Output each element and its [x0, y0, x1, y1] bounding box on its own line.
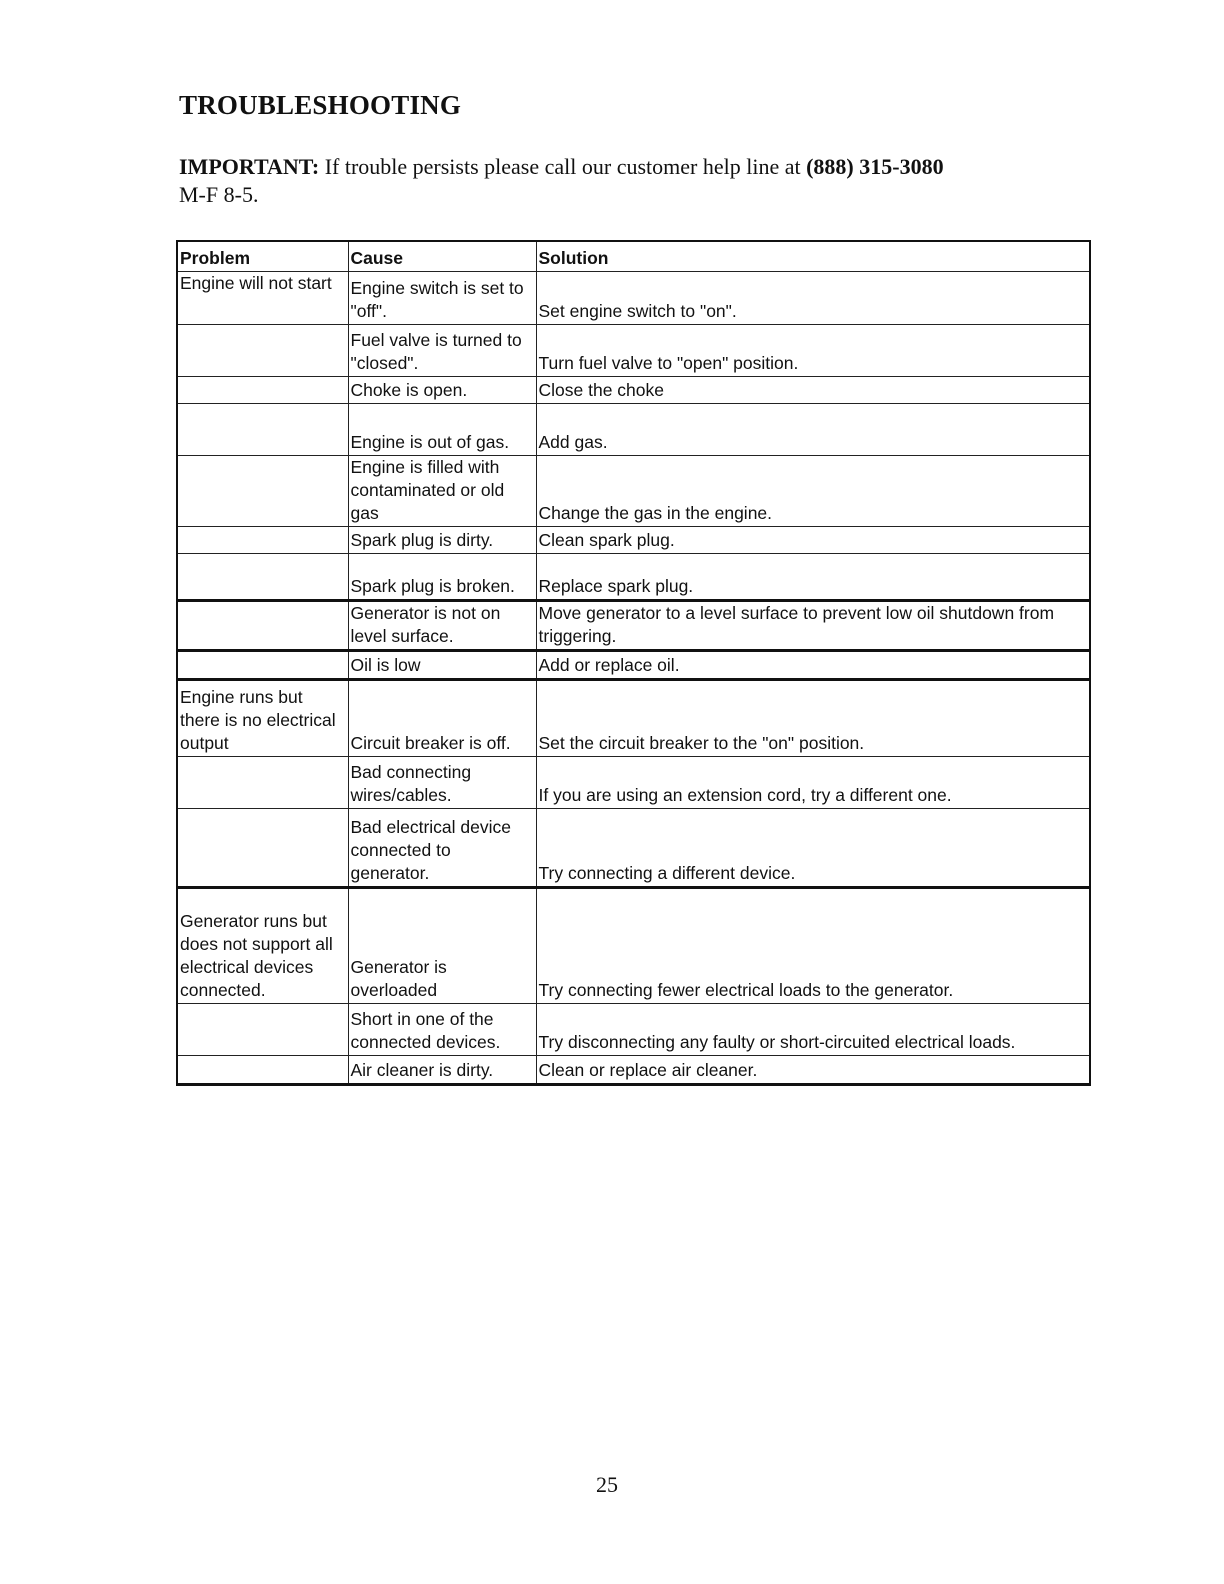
- cause-cell: Engine switch is set to "off".: [348, 272, 536, 325]
- solution-cell: Turn fuel valve to "open" position.: [536, 325, 1090, 377]
- cause-cell: Air cleaner is dirty.: [348, 1056, 536, 1085]
- solution-cell: Replace spark plug.: [536, 554, 1090, 601]
- table-row: [177, 377, 1090, 404]
- cause-cell: Short in one of the connected devices.: [348, 1004, 536, 1056]
- table-row: [177, 456, 1090, 527]
- cause-cell: Generator is not on level surface.: [348, 601, 536, 651]
- problem-cell: Engine will not start: [177, 272, 348, 325]
- problem-cell: [177, 651, 348, 680]
- table-row: [177, 651, 1090, 680]
- problem-cell: Generator runs but does not support all electrical devices connected.: [177, 888, 348, 1004]
- solution-cell: Add or replace oil.: [536, 651, 1090, 680]
- header-problem: Problem: [177, 241, 348, 272]
- table-row: [177, 404, 1090, 456]
- problem-cell: [177, 1004, 348, 1056]
- table-header-row: [177, 241, 1090, 272]
- problem-cell: [177, 757, 348, 809]
- header-solution: Solution: [536, 241, 1090, 272]
- solution-cell: Move generator to a level surface to prevent low oil shutdown from triggering.: [536, 601, 1090, 651]
- table-row: [177, 272, 1090, 325]
- table-row: [177, 527, 1090, 554]
- important-label: IMPORTANT:: [179, 154, 320, 179]
- problem-cell: [177, 554, 348, 601]
- solution-cell: Clean spark plug.: [536, 527, 1090, 554]
- solution-cell: Set engine switch to "on".: [536, 272, 1090, 325]
- cause-cell: Generator is overloaded: [348, 888, 536, 1004]
- table-row: [177, 757, 1090, 809]
- solution-cell: Try connecting fewer electrical loads to the generator.: [536, 888, 1090, 1004]
- cause-cell: Engine is filled with contaminated or old gas: [348, 456, 536, 527]
- help-line-hours: M-F 8-5.: [179, 182, 259, 207]
- table-row: [177, 554, 1090, 601]
- solution-cell: Try connecting a different device.: [536, 809, 1090, 888]
- important-text: If trouble persists please call our customer help line at: [319, 154, 807, 179]
- table-row: [177, 888, 1090, 1004]
- problem-cell: [177, 377, 348, 404]
- problem-cell: [177, 1056, 348, 1085]
- table-row: [177, 325, 1090, 377]
- cause-cell: Choke is open.: [348, 377, 536, 404]
- cause-cell: Spark plug is broken.: [348, 554, 536, 601]
- page-title: TROUBLESHOOTING: [179, 90, 462, 120]
- problem-cell: [177, 325, 348, 377]
- problem-cell: [177, 809, 348, 888]
- cause-cell: Circuit breaker is off.: [348, 680, 536, 757]
- help-line-phone: (888) 315-3080: [806, 154, 944, 179]
- cause-cell: Bad connecting wires/cables.: [348, 757, 536, 809]
- table-row: [177, 809, 1090, 888]
- solution-cell: Close the choke: [536, 377, 1090, 404]
- cause-cell: Fuel valve is turned to "closed".: [348, 325, 536, 377]
- table-row: [177, 1056, 1090, 1085]
- solution-cell: Change the gas in the engine.: [536, 456, 1090, 527]
- problem-cell: [177, 456, 348, 527]
- cause-cell: Bad electrical device connected to generator.: [348, 809, 536, 888]
- problem-cell: [177, 404, 348, 456]
- problem-cell: [177, 601, 348, 651]
- cause-cell: Oil is low: [348, 651, 536, 680]
- cause-cell: Spark plug is dirty.: [348, 527, 536, 554]
- important-notice: [179, 153, 1079, 209]
- solution-cell: Try disconnecting any faulty or short-circuited electrical loads.: [536, 1004, 1090, 1056]
- solution-cell: Set the circuit breaker to the "on" position.: [536, 680, 1090, 757]
- troubleshooting-table: [176, 240, 1091, 1086]
- table-row: [177, 680, 1090, 757]
- problem-cell: Engine runs but there is no electrical output: [177, 680, 348, 757]
- solution-cell: If you are using an extension cord, try a different one.: [536, 757, 1090, 809]
- header-cause: Cause: [348, 241, 536, 272]
- solution-cell: Add gas.: [536, 404, 1090, 456]
- table-row: [177, 1004, 1090, 1056]
- problem-cell: [177, 527, 348, 554]
- cause-cell: Engine is out of gas.: [348, 404, 536, 456]
- solution-cell: Clean or replace air cleaner.: [536, 1056, 1090, 1085]
- table-row: [177, 601, 1090, 651]
- page-number: 25: [596, 1472, 618, 1497]
